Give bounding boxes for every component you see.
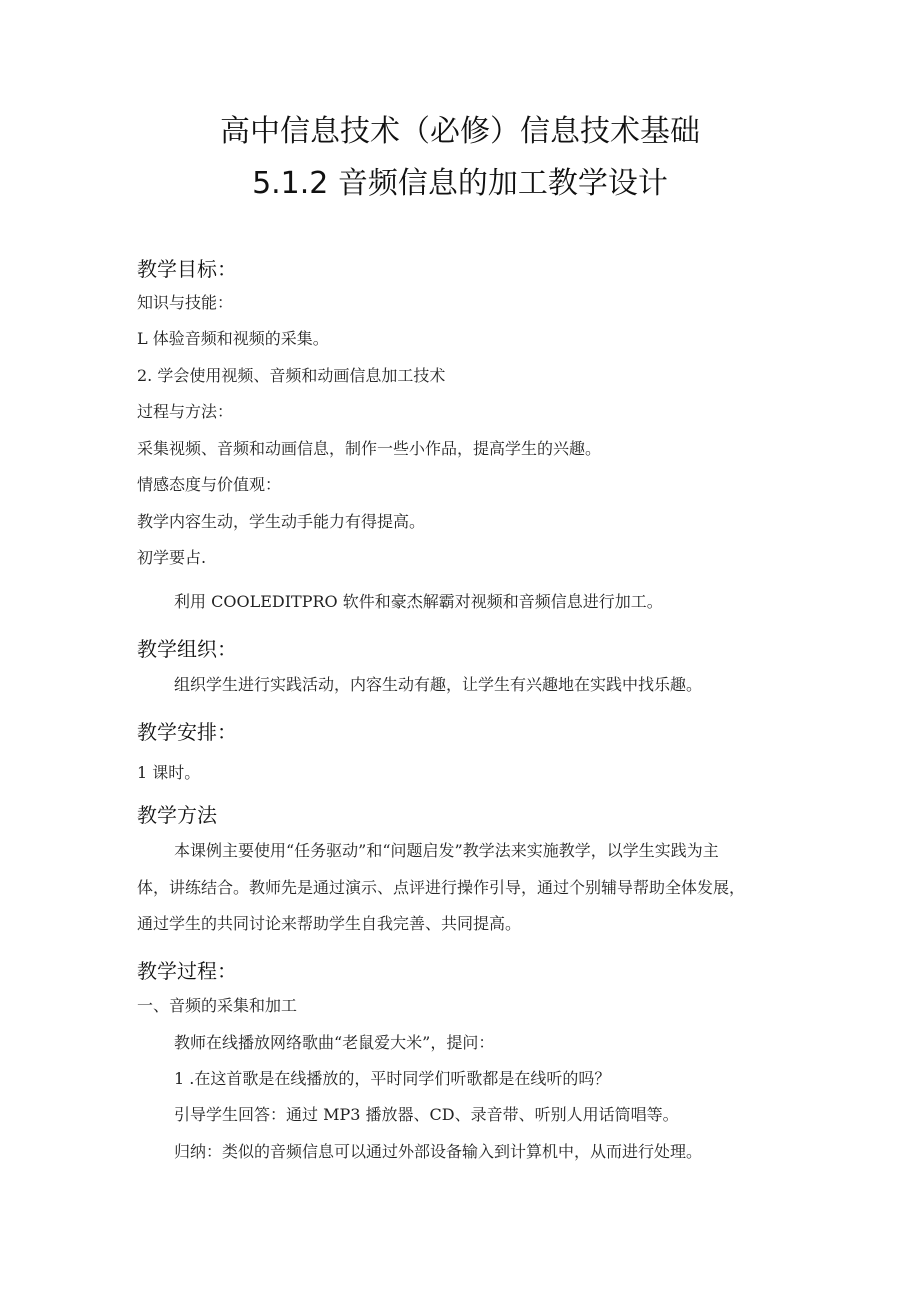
knowledge-item-2: 2. 学会使用视频、音频和动画信息加工技术	[137, 366, 446, 385]
process-heading: 教学过程：	[137, 959, 237, 983]
document-title-line1: 高中信息技术（必修）信息技术基础	[220, 114, 700, 149]
section-1-title: 一、音频的采集和加工	[137, 996, 298, 1015]
knowledge-item-1: L 体验音频和视频的采集。	[137, 329, 329, 348]
process-line-1: 教师在线播放网络歌曲“老鼠爱大米”，提问：	[174, 1033, 495, 1052]
schedule-heading: 教学安排：	[137, 720, 237, 744]
process-line-4: 归纳：类似的音频信息可以通过外部设备输入到计算机中，从而进行处理。	[174, 1142, 703, 1161]
organization-heading: 教学组织：	[137, 637, 237, 661]
organization-text: 组织学生进行实践活动，内容生动有趣，让学生有兴趣地在实践中找乐趣。	[174, 675, 703, 694]
key-points-label: 初学要占.	[137, 548, 207, 567]
method-text-line3: 通过学生的共同讨论来帮助学生自我完善、共同提高。	[137, 914, 522, 933]
schedule-text: 1 课时。	[137, 763, 201, 782]
process-line-3: 引导学生回答：通过 MP3 播放器、CD、录音带、听别人用话筒唱等。	[174, 1105, 679, 1124]
method-heading: 教学方法	[137, 803, 217, 827]
process-method-text: 采集视频、音频和动画信息，制作一些小作品，提高学生的兴趣。	[137, 439, 602, 458]
emotion-text: 教学内容生动，学生动手能力有得提高。	[137, 512, 426, 531]
key-points-text: 利用 COOLEDITPRO 软件和豪杰解霸对视频和音频信息进行加工。	[174, 592, 663, 611]
process-line-2: 1 .在这首歌是在线播放的，平时同学们听歌都是在线听的吗？	[174, 1069, 611, 1088]
knowledge-label: 知识与技能：	[137, 293, 234, 312]
method-text-line2: 体，讲练结合。教师先是通过演示、点评进行操作引导，通过个别辅导帮助全体发展，	[137, 878, 746, 897]
document-title-line2: 5.1.2 音频信息的加工教学设计	[252, 166, 668, 201]
method-text-line1: 本课例主要使用“任务驱动”和“问题启发”教学法来实施教学，以学生实践为主	[174, 841, 719, 860]
process-method-label: 过程与方法：	[137, 402, 234, 421]
objectives-heading: 教学目标：	[137, 257, 237, 281]
emotion-label: 情感态度与价值观：	[137, 475, 282, 494]
